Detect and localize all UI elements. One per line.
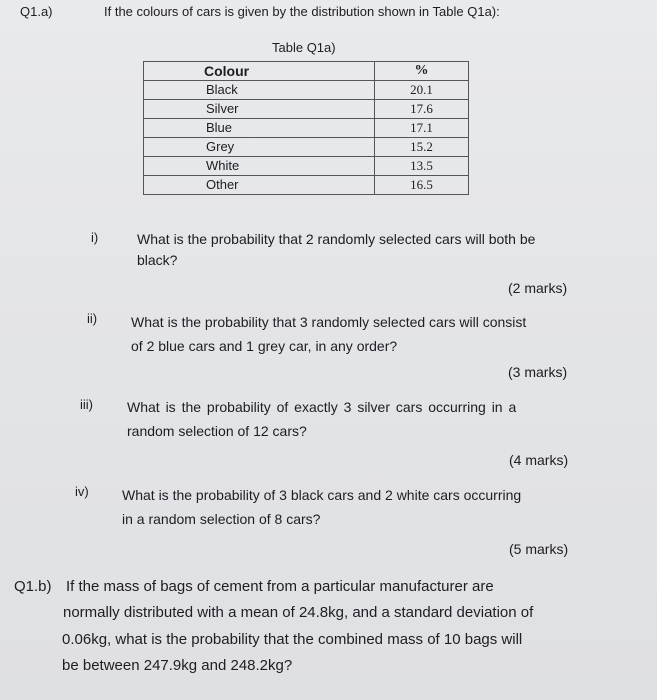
- percent-cell: 15.2: [375, 138, 469, 157]
- table-row: [144, 81, 469, 100]
- percent-cell: 17.6: [375, 100, 469, 119]
- question-ii-marks: (3 marks): [508, 364, 568, 380]
- question-iii-marks: (4 marks): [509, 452, 569, 468]
- colour-cell: Black: [144, 81, 375, 100]
- colour-distribution-table: [143, 61, 469, 195]
- question-iii-line1: What is the probability of exactly 3 silver cars occurring in a: [127, 399, 517, 415]
- header-colour: Colour: [144, 62, 375, 81]
- question-i-marks: (2 marks): [508, 280, 568, 296]
- colour-cell: Blue: [144, 119, 375, 138]
- table-row: [144, 100, 469, 119]
- header-percent: %: [375, 62, 469, 81]
- question-1a-label: Q1.a): [20, 4, 53, 19]
- question-1b-label: Q1.b): [14, 578, 52, 595]
- colour-cell: Silver: [144, 100, 375, 119]
- question-number-ii: ii): [87, 311, 98, 326]
- table-caption: Table Q1a): [272, 40, 336, 55]
- question-ii-line2: of 2 blue cars and 1 grey car, in any order?: [131, 338, 398, 354]
- question-number-i: i): [91, 230, 99, 245]
- question-iv-line2: in a random selection of 8 cars?: [122, 511, 321, 527]
- table-row: [144, 157, 469, 176]
- question-number-iv: iv): [75, 484, 89, 499]
- table-row: [144, 176, 469, 195]
- question-1b-line3: 0.06kg, what is the probability that the combined mass of 10 bags will: [62, 631, 523, 648]
- question-1b-line2: normally distributed with a mean of 24.8kg, and a standard deviation of: [63, 604, 534, 621]
- question-i-line1: What is the probability that 2 randomly selected cars will both be: [137, 231, 536, 247]
- percent-cell: 16.5: [375, 176, 469, 195]
- question-1b-line1: If the mass of bags of cement from a particular manufacturer are: [66, 578, 494, 595]
- question-iv-marks: (5 marks): [509, 541, 569, 557]
- percent-cell: 13.5: [375, 157, 469, 176]
- colour-cell: Other: [144, 176, 375, 195]
- colour-cell: Grey: [144, 138, 375, 157]
- question-iii-line2: random selection of 12 cars?: [127, 423, 307, 439]
- question-1b-line4: be between 247.9kg and 248.2kg?: [62, 657, 293, 674]
- table-row: [144, 138, 469, 157]
- question-iv-line1: What is the probability of 3 black cars and 2 white cars occurring: [122, 487, 522, 503]
- question-i-line2: black?: [137, 252, 178, 268]
- question-number-iii: iii): [80, 397, 93, 412]
- question-1a-intro: If the colours of cars is given by the distribution shown in Table Q1a):: [104, 4, 500, 19]
- percent-cell: 17.1: [375, 119, 469, 138]
- table-row: [144, 119, 469, 138]
- table-header-row: [144, 62, 469, 81]
- percent-cell: 20.1: [375, 81, 469, 100]
- question-ii-line1: What is the probability that 3 randomly selected cars will consist: [131, 314, 527, 330]
- colour-cell: White: [144, 157, 375, 176]
